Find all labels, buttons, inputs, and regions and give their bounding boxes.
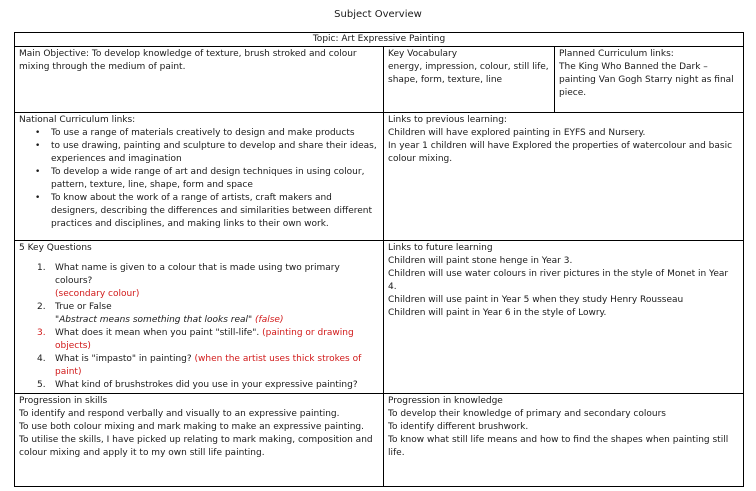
key-questions-heading: 5 Key Questions [19,243,92,253]
question-number: 3. [37,328,46,338]
planned-links-text: The King Who Banned the Dark – painting Van Gogh Starry night as final piece. [559,62,734,98]
question-number: 4. [37,354,46,364]
national-curriculum-heading: National Curriculum links: [19,115,136,125]
future-learning-line: Children will paint in Year 6 in the style of Lowry. [388,308,607,318]
topic-row [15,33,744,47]
question-item [37,262,379,301]
question-text: What is "impasto" in painting? [55,354,192,364]
question-quote: "Abstract means something that looks real" [55,315,253,325]
list-item: • to use drawing, painting and sculpture to develop and share their ideas, experiences and imagination [51,140,379,166]
progression-knowledge-heading: Progression in knowledge [388,396,503,406]
progression-knowledge-line: To develop their knowledge of primary and secondary colours [388,409,666,419]
future-learning-cell [384,241,744,394]
question-item [37,327,379,353]
list-item: • To use a range of materials creatively to design and make products [51,127,379,140]
question-text: True or False [55,302,112,312]
list-item: • To know about the work of a range of artists, craft makers and designers, describing the differences and similarities between different practices and disciplines, and making links to their own work. [51,192,379,231]
question-answer: (secondary colour) [55,289,140,299]
question-text: What does it mean when you paint "still-life". [55,328,260,338]
previous-learning-cell [384,113,744,241]
topic-text: Topic: Art Expressive Painting [312,34,446,44]
question-item [37,379,379,392]
progression-skills-line: To identify and respond verbally and visually to an expressive painting. [19,409,340,419]
progression-knowledge-line: To identify different brushwork. [388,422,529,432]
question-answer: (when the artist uses thick strokes of paint) [55,354,362,377]
previous-learning-line: Children will have explored painting in EYFS and Nursery. [388,128,646,138]
future-learning-line: Children will use water colours in river pictures in the style of Monet in Year 4. [388,269,729,292]
future-learning-line: Children will paint stone henge in Year 3. [388,256,573,266]
planned-links-heading: Planned Curriculum links: [559,49,674,59]
progression-skills-cell [15,394,384,487]
national-curriculum-cell [15,113,384,241]
national-curriculum-list [19,127,379,231]
progression-skills-line: To utilise the skills, I have picked up relating to mark making, composition and colour mixing and apply it to my own still life painting. [19,435,373,458]
planned-links-cell [555,47,744,113]
question-number: 2. [37,302,46,312]
question-item [37,301,379,327]
page-title: Subject Overview [334,9,422,20]
question-number: 1. [37,263,46,273]
question-answer: (painting or drawing objects) [55,328,354,351]
progression-skills-heading: Progression in skills [19,396,108,406]
main-objective-cell [15,47,384,113]
progression-knowledge-cell [384,394,744,487]
question-text: What kind of brushstrokes did you use in your expressive painting? [55,380,358,390]
question-answer: (false) [255,315,284,325]
key-vocabulary-heading: Key Vocabulary [388,49,458,59]
key-vocabulary-text: energy, impression, colour, still life, shape, form, texture, line [388,62,549,85]
question-number: 5. [37,380,46,390]
key-vocabulary-cell [384,47,555,113]
previous-learning-line: In year 1 children will have Explored the properties of watercolour and basic colour mixing. [388,141,733,164]
future-learning-heading: Links to future learning [388,243,493,253]
overview-table [14,32,744,487]
key-questions-cell [15,241,384,394]
question-text: What name is given to a colour that is made using two primary colours? [55,263,340,286]
progression-knowledge-line: To know what still life means and how to find the shapes when painting still life. [388,435,729,458]
previous-learning-heading: Links to previous learning: [388,115,507,125]
progression-skills-line: To use both colour mixing and mark making to make an expressive painting. [19,422,365,432]
future-learning-line: Children will use paint in Year 5 when they study Henry Rousseau [388,295,684,305]
question-item [37,353,379,379]
key-questions-list [19,262,379,392]
main-objective-text: Main Objective: To develop knowledge of texture, brush stroked and colour mixing through the medium of paint. [19,49,357,72]
list-item: • To develop a wide range of art and design techniques in using colour, pattern, texture, line, shape, form and space [51,166,379,192]
